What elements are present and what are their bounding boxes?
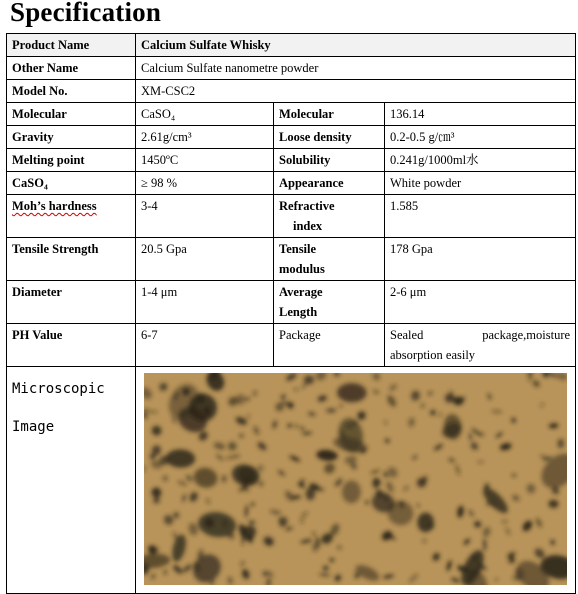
value-melting-point: 1450ºC: [136, 149, 274, 172]
label-molecular-formula: Molecular: [7, 103, 136, 126]
label-caso4: CaSO₄: [7, 172, 136, 195]
label-tensile-strength-text: Tensile Strength: [12, 242, 99, 256]
row-diameter: [7, 281, 576, 324]
label-ph-value: PH Value: [7, 324, 136, 367]
label-package: Package: [274, 324, 385, 367]
label-refractive-index-line1: Refractive: [279, 199, 335, 213]
value-package: [385, 324, 576, 367]
value-package-sealed: Sealed: [390, 328, 424, 342]
row-microscopic: [7, 367, 576, 594]
row-product-name: [7, 34, 576, 57]
value-molecular-formula: CaSO₄: [136, 103, 274, 126]
label-refractive-index: [274, 195, 385, 238]
value-package-moisture: package,moisture: [482, 328, 571, 342]
value-product-name: Calcium Sulfate Whisky: [136, 34, 576, 57]
value-refractive-index: 1.585: [385, 195, 576, 238]
row-molecular: [7, 103, 576, 126]
value-molecular-weight: 136.14: [385, 103, 576, 126]
microscopic-image-cell: [136, 367, 576, 594]
label-tensile-strength: [7, 238, 136, 281]
value-mohs-hardness: 3-4: [136, 195, 274, 238]
value-diameter: 1-4 μm: [136, 281, 274, 324]
label-average-length-line2: Length: [279, 305, 318, 319]
label-product-name: Product Name: [7, 34, 136, 57]
value-caso4: ≥ 98 %: [136, 172, 274, 195]
value-package-line2: absorption easily: [390, 348, 476, 362]
label-average-length: [274, 281, 385, 324]
label-molecular-weight: Molecular: [274, 103, 385, 126]
label-diameter: Diameter: [7, 281, 136, 324]
value-appearance: White powder: [385, 172, 576, 195]
value-gravity: 2.61g/cm³: [136, 126, 274, 149]
row-other-name: [7, 57, 576, 80]
label-mohs-hardness-text: Moh’s hardness: [12, 199, 97, 213]
value-tensile-modulus: 178 Gpa: [385, 238, 576, 281]
row-gravity: [7, 126, 576, 149]
label-microscopic-line1: Microscopic: [12, 381, 105, 397]
value-other-name: Calcium Sulfate nanometre powder: [136, 57, 576, 80]
label-solubility: Solubility: [274, 149, 385, 172]
row-ph-value: [7, 324, 576, 367]
row-tensile: [7, 238, 576, 281]
value-ph-value: 6-7: [136, 324, 274, 367]
label-tensile-modulus: [274, 238, 385, 281]
value-solubility: 0.241g/1000ml水: [385, 149, 576, 172]
row-melting-point: [7, 149, 576, 172]
row-mohs-hardness: [7, 195, 576, 238]
label-microscopic: [7, 367, 136, 594]
label-tensile-modulus-line2: modulus: [279, 262, 325, 276]
page-title: Specification: [10, 0, 162, 27]
value-tensile-strength: 20.5 Gpa: [136, 238, 274, 281]
specification-table: [6, 33, 576, 594]
label-tensile-modulus-line1: Tensile: [279, 242, 317, 256]
value-package-line1: [390, 325, 570, 345]
label-loose-density: Loose density: [274, 126, 385, 149]
label-other-name: Other Name: [7, 57, 136, 80]
value-average-length: 2-6 μm: [385, 281, 576, 324]
value-loose-density: 0.2-0.5 g/㎝³: [385, 126, 576, 149]
label-refractive-index-line2: index: [293, 219, 323, 233]
label-microscopic-line2: Image: [12, 419, 55, 435]
row-model-no: [7, 80, 576, 103]
label-appearance: Appearance: [274, 172, 385, 195]
row-caso4: [7, 172, 576, 195]
value-model-no: XM-CSC2: [136, 80, 576, 103]
label-gravity: Gravity: [7, 126, 136, 149]
label-average-length-line1: Average: [279, 285, 323, 299]
label-mohs-hardness: [7, 195, 136, 238]
label-model-no: Model No.: [7, 80, 136, 103]
label-melting-point: Melting point: [7, 149, 136, 172]
microscopic-image: [144, 373, 567, 585]
